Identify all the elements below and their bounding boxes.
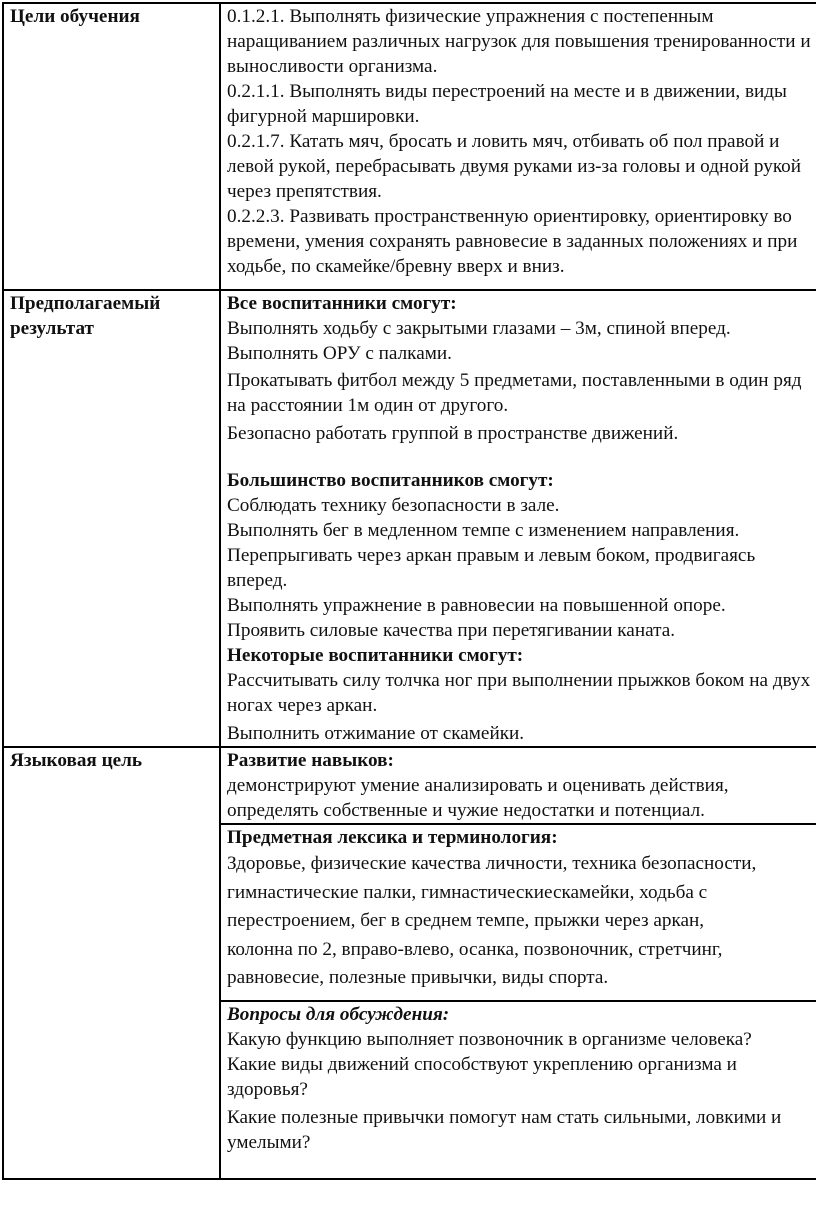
language-goal-row-skills — [3, 747, 816, 824]
section-spacer — [227, 446, 812, 468]
skills-heading: Развитие навыков: — [227, 750, 394, 771]
skills-cell — [220, 747, 816, 824]
goal-item: 0.1.2.1. Выполнять физические упражнения с постепенным наращиванием различных нагрузок для повышения тренированности и выносливости организма. — [227, 6, 811, 77]
expected-result-label: Предполагаемый результат — [10, 293, 161, 339]
question-item: Какие полезные привычки помогут нам стать сильными, ловкими и умелыми? — [227, 1107, 782, 1153]
most-students-item: Проявить силовые качества при перетягивании каната. — [227, 620, 676, 641]
all-students-item: Прокатывать фитбол между 5 предметами, поставленными в один ряд на расстоянии 1м один от другого. — [227, 370, 802, 416]
goals-label: Цели обучения — [10, 6, 140, 27]
goals-row — [3, 3, 816, 290]
question-item: Какую функцию выполняет позвоночник в организме человека? — [227, 1029, 752, 1050]
most-students-item: Выполнять упражнение в равновесии на повышенной опоре. — [227, 595, 726, 616]
most-students-item: Перепрыгивать через аркан правым и левым боком, продвигаясь вперед. — [227, 545, 756, 591]
questions-cell — [220, 1001, 816, 1179]
all-students-heading: Все воспитанники смогут: — [227, 293, 457, 314]
most-students-heading: Большинство воспитанников смогут: — [227, 470, 554, 491]
some-students-item: Рассчитывать силу толчка ног при выполнении прыжков боком на двух ногах через аркан. — [227, 670, 811, 716]
vocabulary-line: равновесие, полезные привычки, виды спорта. — [227, 967, 609, 989]
vocabulary-line: колонна по 2, вправо-влево, осанка, позвоночник, стретчинг, — [227, 938, 723, 960]
all-students-item: Выполнять ходьбу с закрытыми глазами – 3м, спиной вперед. — [227, 318, 731, 339]
lesson-plan-table — [2, 2, 816, 1180]
goal-item: 0.2.2.3. Развивать пространственную ориентировку, ориентировку во времени, умения сохранять равновесие в заданных положениях и при ходьбе, по скамейке/бревну вверх и вниз. — [227, 206, 798, 277]
vocabulary-cell — [220, 824, 816, 1001]
question-item: Какие виды движений способствуют укреплению организма и здоровья? — [227, 1054, 737, 1100]
some-students-item: Выполнить отжимание от скамейки. — [227, 723, 525, 744]
expected-result-content-cell — [220, 290, 816, 747]
goals-content-cell — [220, 3, 816, 290]
vocabulary-line: гимнастические палки, гимнастическиескамейки, ходьба с — [227, 881, 708, 903]
skills-text: демонстрируют умение анализировать и оценивать действия, определять собственные и чужие недостатки и потенциал. — [227, 775, 729, 821]
most-students-item: Соблюдать технику безопасности в зале. — [227, 495, 560, 516]
all-students-item: Выполнять ОРУ с палками. — [227, 343, 452, 364]
language-goal-label: Языковая цель — [10, 750, 143, 771]
all-students-item: Безопасно работать группой в пространстве движений. — [227, 423, 679, 444]
vocabulary-line: перестроением, бег в среднем темпе, прыжки через аркан, — [227, 910, 705, 932]
language-goal-label-cell — [3, 747, 220, 1179]
expected-result-row — [3, 290, 816, 747]
vocabulary-line: Здоровье, физические качества личности, техника безопасности, — [227, 853, 757, 874]
goal-item: 0.2.1.1. Выполнять виды перестроений на месте и в движении, виды фигурной маршировки. — [227, 81, 787, 127]
some-students-heading: Некоторые воспитанники смогут: — [227, 645, 524, 666]
goal-item: 0.2.1.7. Катать мяч, бросать и ловить мяч, отбивать об пол правой и левой рукой, перебрасывать двумя руками из-за головы и одной рукой через препятствия. — [227, 131, 802, 202]
goals-label-cell — [3, 3, 220, 290]
vocabulary-heading: Предметная лексика и терминология: — [227, 827, 558, 848]
questions-heading: Вопросы для обсуждения: — [227, 1004, 450, 1025]
most-students-item: Выполнять бег в медленном темпе с изменением направления. — [227, 520, 740, 541]
expected-result-label-cell — [3, 290, 220, 747]
